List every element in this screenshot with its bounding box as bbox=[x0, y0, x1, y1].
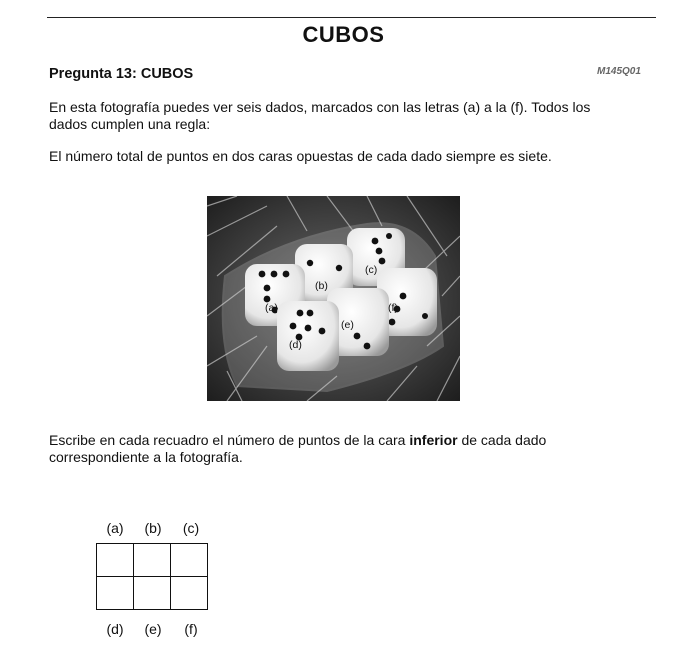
page-title: CUBOS bbox=[302, 22, 385, 47]
answer-box-b[interactable] bbox=[134, 544, 171, 577]
grid-label-c: (c) bbox=[182, 520, 200, 536]
grid-label-a: (a) bbox=[106, 520, 124, 536]
die-label-d: (d) bbox=[289, 339, 302, 351]
grid-label-f: (f) bbox=[184, 621, 198, 637]
question-code: M145Q01 bbox=[597, 66, 641, 77]
instruction-text-start: Escribe en cada recuadro el número de puntos de la cara bbox=[49, 432, 410, 448]
answer-box-a[interactable] bbox=[97, 544, 134, 577]
question-title: Pregunta 13: CUBOS bbox=[49, 66, 194, 82]
instruction-paragraph bbox=[49, 432, 609, 466]
die-label-a: (a) bbox=[265, 302, 278, 314]
answer-grid bbox=[96, 543, 208, 610]
grid-label-b: (b) bbox=[144, 520, 162, 536]
die-label-e: (e) bbox=[341, 319, 354, 331]
grid-top-labels bbox=[96, 520, 210, 536]
die-label-f: (f) bbox=[388, 302, 398, 314]
answer-box-d[interactable] bbox=[97, 577, 134, 610]
answer-row-bottom bbox=[97, 577, 208, 610]
die-d bbox=[277, 301, 339, 371]
dice-photo bbox=[207, 196, 460, 401]
top-rule bbox=[47, 17, 656, 18]
instruction-bold-word: inferior bbox=[409, 432, 458, 448]
grid-label-d: (d) bbox=[106, 621, 124, 637]
die-label-c: (c) bbox=[365, 264, 378, 276]
grid-bottom-labels bbox=[96, 621, 210, 637]
answer-row-top bbox=[97, 544, 208, 577]
instruction-text-end: de cada dado correspondiente a la fotografía. bbox=[49, 432, 547, 465]
die-label-b: (b) bbox=[315, 280, 328, 292]
answer-box-f[interactable] bbox=[171, 577, 208, 610]
intro-paragraph: En esta fotografía puedes ver seis dados, marcados con las letras (a) a la (f). Todos los dados cumplen una regla: bbox=[49, 99, 591, 132]
grid-label-e: (e) bbox=[144, 621, 162, 637]
answer-box-e[interactable] bbox=[134, 577, 171, 610]
rule-paragraph: El número total de puntos en dos caras opuestas de cada dado siempre es siete. bbox=[49, 148, 552, 164]
answer-box-c[interactable] bbox=[171, 544, 208, 577]
